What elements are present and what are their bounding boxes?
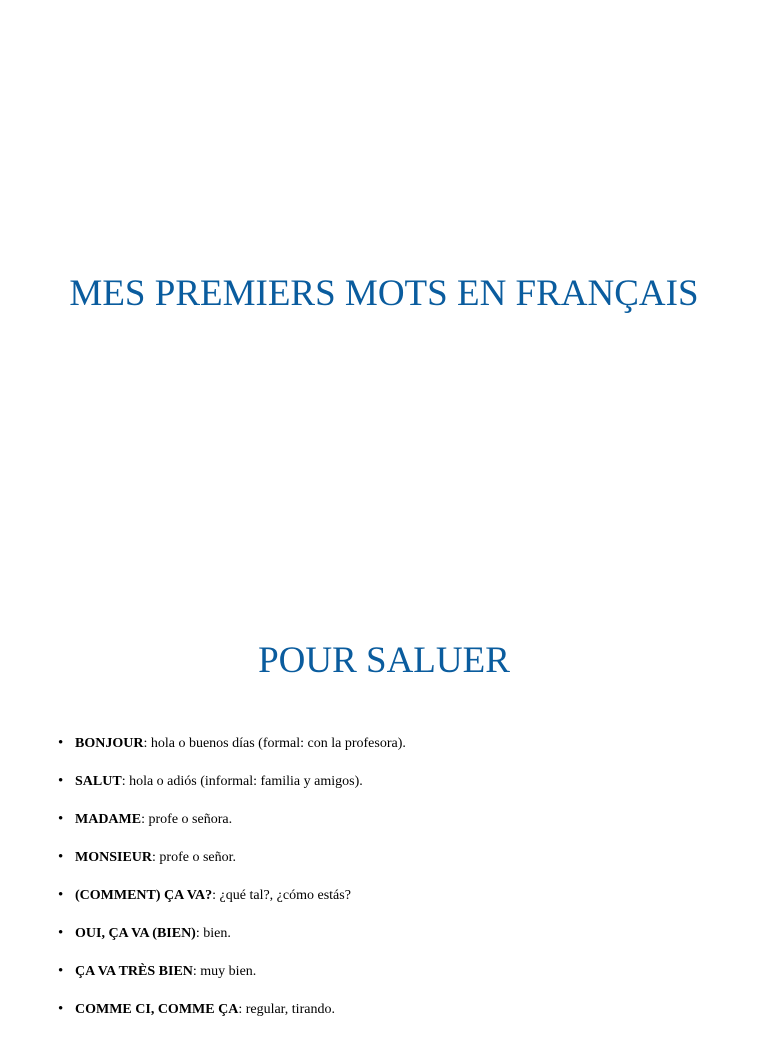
list-item: [0, 809, 768, 847]
bullet-icon: •: [58, 1001, 64, 1017]
list-item: [0, 923, 768, 961]
vocab-definition: : profe o señor.: [152, 850, 236, 865]
bullet-icon: •: [58, 773, 64, 789]
vocab-term: MADAME: [75, 812, 142, 827]
vocab-definition: : hola o buenos días (formal: con la profesora).: [143, 736, 406, 751]
vocab-definition: : profe o señora.: [141, 812, 233, 827]
list-item: [0, 885, 768, 923]
bullet-icon: •: [58, 887, 64, 903]
vocab-definition: : hola o adiós (informal: familia y amigos).: [121, 774, 363, 789]
list-item: [0, 847, 768, 885]
vocab-term: OUI, ÇA VA (BIEN): [75, 926, 196, 941]
vocab-term: ÇA VA TRÈS BIEN: [75, 964, 193, 979]
vocab-definition: : muy bien.: [192, 964, 257, 979]
bullet-icon: •: [58, 925, 64, 941]
list-item: [0, 733, 768, 771]
vocab-definition: : bien.: [195, 926, 231, 941]
vocab-definition: : ¿qué tal?, ¿cómo estás?: [212, 888, 351, 903]
vocab-term: (COMMENT) ÇA VA?: [75, 888, 213, 903]
list-item: [0, 771, 768, 809]
bullet-icon: •: [58, 963, 64, 979]
list-item: [0, 961, 768, 999]
vocab-term: COMME CI, COMME ÇA: [75, 1002, 239, 1017]
list-item: [0, 999, 768, 1037]
bullet-icon: •: [58, 849, 64, 865]
slide-title: MES PREMIERS MOTS EN FRANÇAIS: [69, 273, 699, 314]
vocab-term: MONSIEUR: [75, 850, 153, 865]
vocab-term: BONJOUR: [75, 736, 144, 751]
bullet-icon: •: [58, 811, 64, 827]
vocabulary-list: [0, 733, 768, 1037]
vocab-definition: : regular, tirando.: [238, 1002, 335, 1017]
vocab-term: SALUT: [75, 774, 122, 789]
section-title: POUR SALUER: [258, 640, 510, 681]
bullet-icon: •: [58, 735, 64, 751]
